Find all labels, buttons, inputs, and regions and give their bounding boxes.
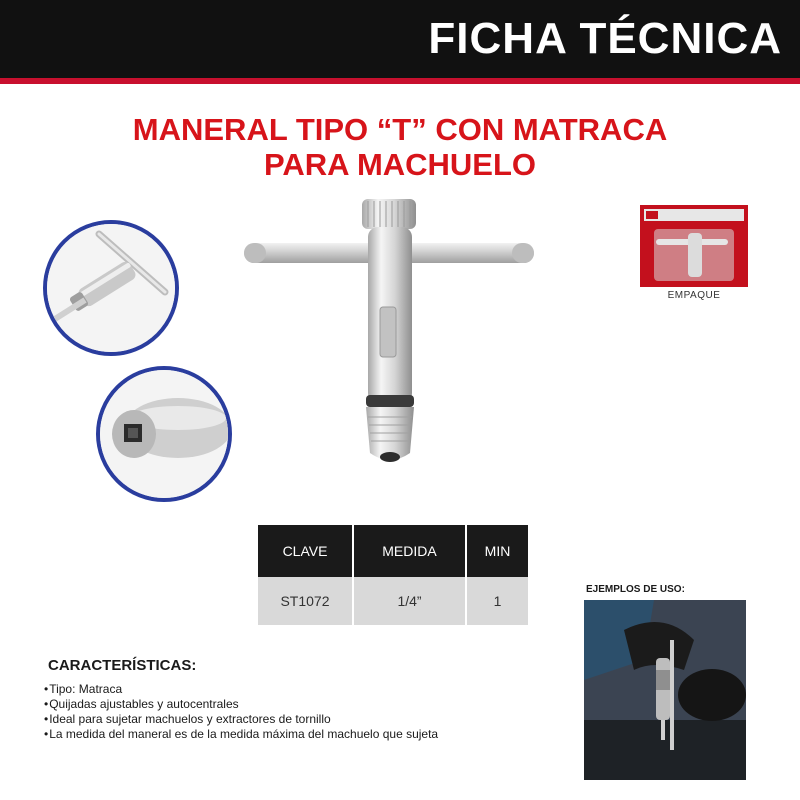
- chuck-closeup-image: [100, 370, 228, 498]
- detail-circle-tool: [43, 220, 179, 356]
- cell-clave: ST1072: [258, 577, 353, 625]
- product-title-line2: PARA MACHUELO: [263, 147, 537, 182]
- features-list: [44, 682, 438, 742]
- spec-table: [258, 525, 528, 625]
- header-bar: [0, 0, 800, 78]
- list-item: • La medida del maneral es de la medida máxima del machuelo que sujeta: [44, 727, 438, 742]
- usage-label: EJEMPLOS DE USO:: [586, 584, 685, 595]
- list-item: • Quijadas ajustables y autocentrales: [44, 697, 438, 712]
- cell-medida: 1/4”: [353, 577, 466, 625]
- features-title: CARACTERÍSTICAS:: [48, 657, 197, 674]
- package-caption: EMPAQUE: [667, 290, 721, 301]
- list-item: • Tipo: Matraca: [44, 682, 438, 697]
- column-header-medida: MEDIDA: [353, 525, 466, 577]
- usage-example-photo: [584, 600, 746, 780]
- header-accent-stripe: [0, 78, 800, 84]
- list-item: • Ideal para sujetar machuelos y extractores de tornillo: [44, 712, 438, 727]
- column-header-min: MIN: [466, 525, 528, 577]
- tool-angled-image: [47, 224, 175, 352]
- main-product-image: [240, 195, 540, 475]
- page-title: FICHA TÉCNICA: [428, 14, 782, 63]
- table-row: [258, 577, 528, 625]
- spec-table-header-row: [258, 525, 528, 577]
- cell-min: 1: [466, 577, 528, 625]
- product-title-line1: MANERAL TIPO “T” CON MATRACA: [132, 112, 668, 147]
- product-title: [0, 112, 800, 182]
- package-image: [640, 205, 748, 287]
- column-header-clave: CLAVE: [258, 525, 353, 577]
- detail-circle-chuck: [96, 366, 232, 502]
